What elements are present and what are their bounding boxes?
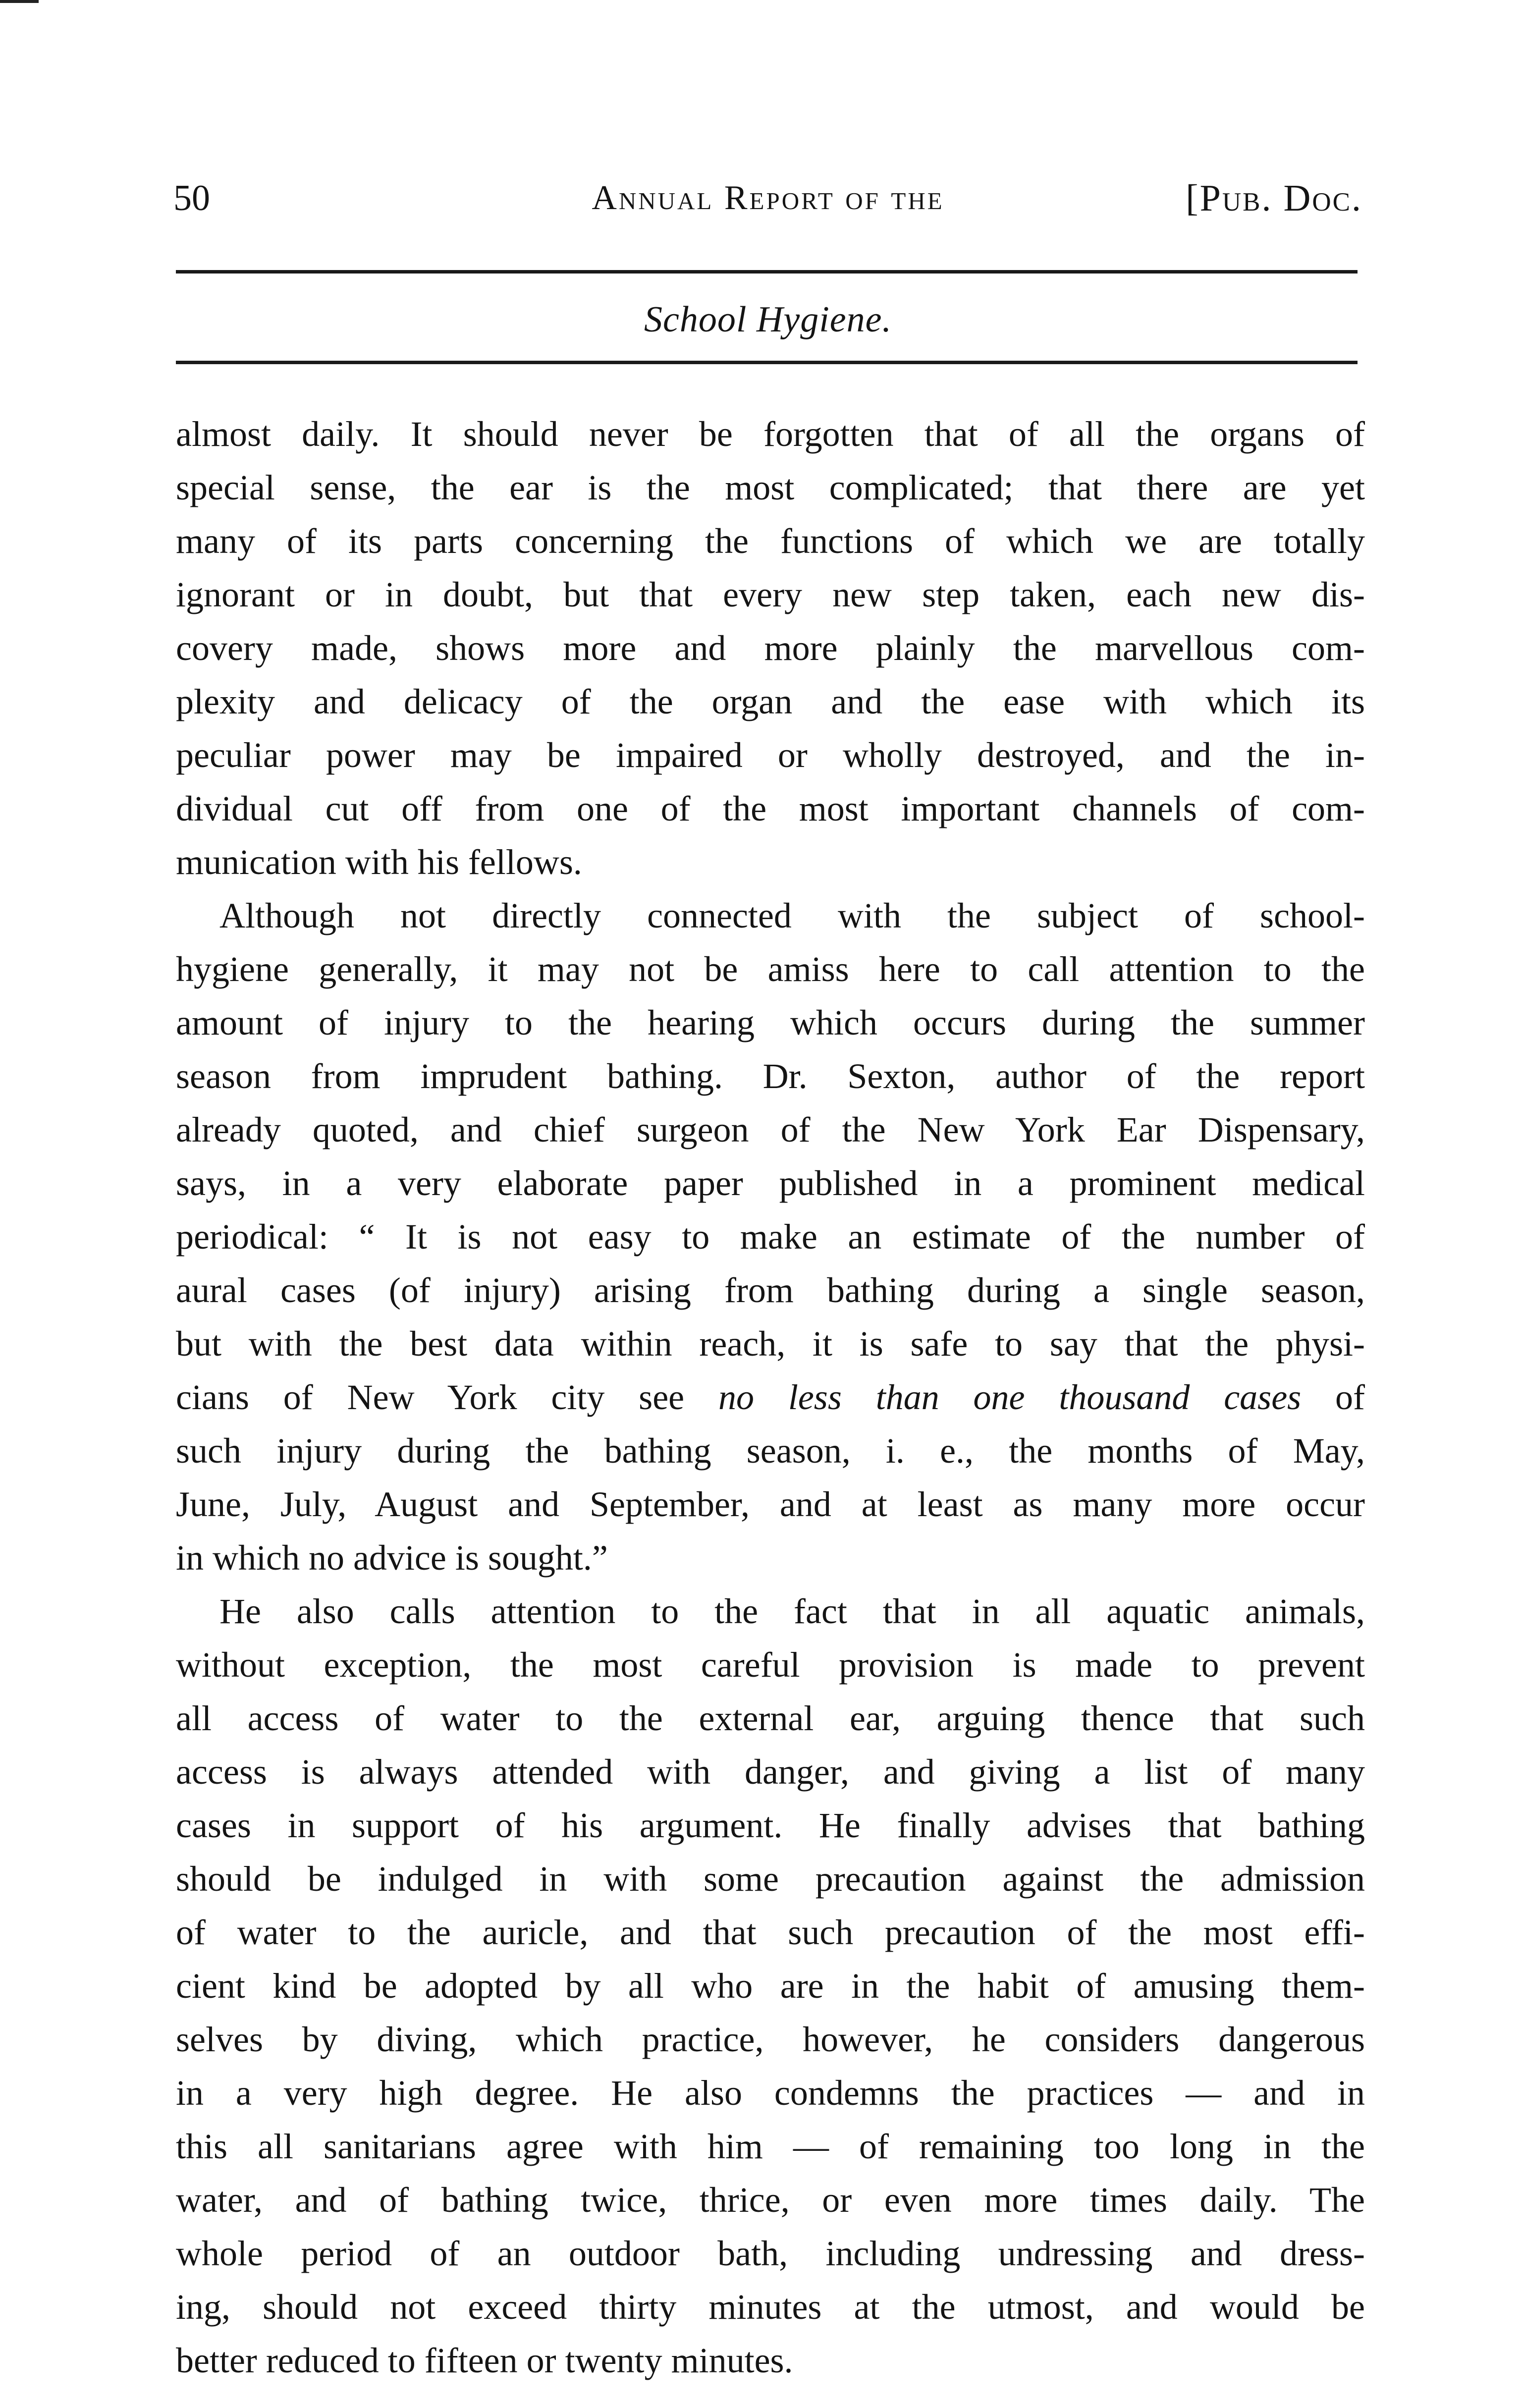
- text-line: whole period of an outdoor bath, including undressing and dress-: [176, 2234, 1365, 2273]
- text-line: already quoted, and chief surgeon of the New York Ear Dispensary,: [176, 1110, 1365, 1149]
- text-line: special sense, the ear is the most complicated; that there are yet: [176, 468, 1365, 507]
- text-line: covery made, shows more and more plainly the marvellous com-: [176, 628, 1365, 668]
- text-line-with-emphasis: [176, 1370, 1365, 1424]
- document-reference: [Pub. Doc.: [1186, 177, 1362, 219]
- text-line: water, and of bathing twice, thrice, or even more times daily. The: [176, 2180, 1365, 2220]
- text-line: access is always attended with danger, and giving a list of many: [176, 1752, 1365, 1792]
- text-line: He also calls attention to the fact that in all aquatic animals,: [219, 1591, 1365, 1631]
- text-line: amount of injury to the hearing which occurs during the summer: [176, 1003, 1365, 1042]
- text-line: season from imprudent bathing. Dr. Sexton, author of the report: [176, 1056, 1365, 1096]
- text-line: says, in a very elaborate paper published in a prominent medical: [176, 1163, 1365, 1203]
- text-line: of water to the auricle, and that such precaution of the most effi-: [176, 1913, 1365, 1952]
- text-line: many of its parts concerning the functions of which we are totally: [176, 521, 1365, 561]
- text-line: better reduced to fifteen or twenty minutes.: [176, 2341, 793, 2380]
- text-line: all access of water to the external ear, arguing thence that such: [176, 1698, 1365, 1738]
- line-end: of: [1335, 1377, 1365, 1417]
- text-line: plexity and delicacy of the organ and the ease with which its: [176, 682, 1365, 721]
- text-line: periodical: “ It is not easy to make an estimate of the number of: [176, 1217, 1365, 1257]
- line-start: cians of New York city see: [176, 1377, 685, 1417]
- text-line: June, July, August and September, and at least as many more occur: [176, 1484, 1365, 1524]
- text-line: almost daily. It should never be forgotten that of all the organs of: [176, 414, 1365, 454]
- text-line: such injury during the bathing season, i. e., the months of May,: [176, 1431, 1365, 1471]
- text-line: ignorant or in doubt, but that every new step taken, each new dis-: [176, 575, 1365, 614]
- text-line: Although not directly connected with the subject of school-: [219, 896, 1365, 935]
- header-rule-bottom: [176, 361, 1358, 364]
- text-line: this all sanitarians agree with him — of remaining too long in the: [176, 2127, 1365, 2166]
- text-line: hygiene generally, it may not be amiss here to call attention to the: [176, 949, 1365, 989]
- header-rule-top: [176, 270, 1358, 274]
- running-title: Annual Report of the: [592, 179, 944, 217]
- text-line: but with the best data within reach, it is safe to say that the physi-: [176, 1324, 1365, 1364]
- text-line: aural cases (of injury) arising from bathing during a single season,: [176, 1270, 1365, 1310]
- text-line: dividual cut off from one of the most important channels of com-: [176, 789, 1365, 828]
- page-number: 50: [173, 178, 210, 219]
- scan-corner-mark: [0, 0, 39, 3]
- text-line: ing, should not exceed thirty minutes at the utmost, and would be: [176, 2287, 1365, 2327]
- text-line: in which no advice is sought.”: [176, 1538, 608, 1578]
- page-header: [173, 171, 1362, 225]
- body-text: [176, 407, 1365, 2387]
- text-line: munication with his fellows.: [176, 842, 582, 882]
- section-heading: School Hygiene.: [644, 299, 892, 340]
- text-line: cient kind be adopted by all who are in the habit of amusing them-: [176, 1966, 1365, 2006]
- text-line: should be indulged in with some precaution against the admission: [176, 1859, 1365, 1899]
- text-line: in a very high degree. He also condemns the practices — and in: [176, 2073, 1365, 2113]
- text-line: peculiar power may be impaired or wholly destroyed, and the in-: [176, 735, 1365, 775]
- text-line: cases in support of his argument. He finally advises that bathing: [176, 1806, 1365, 1845]
- emphasized-phrase: no less than one thousand cases: [718, 1377, 1302, 1417]
- text-line: selves by diving, which practice, however, he considers dangerous: [176, 2020, 1365, 2059]
- text-line: without exception, the most careful provision is made to prevent: [176, 1645, 1365, 1685]
